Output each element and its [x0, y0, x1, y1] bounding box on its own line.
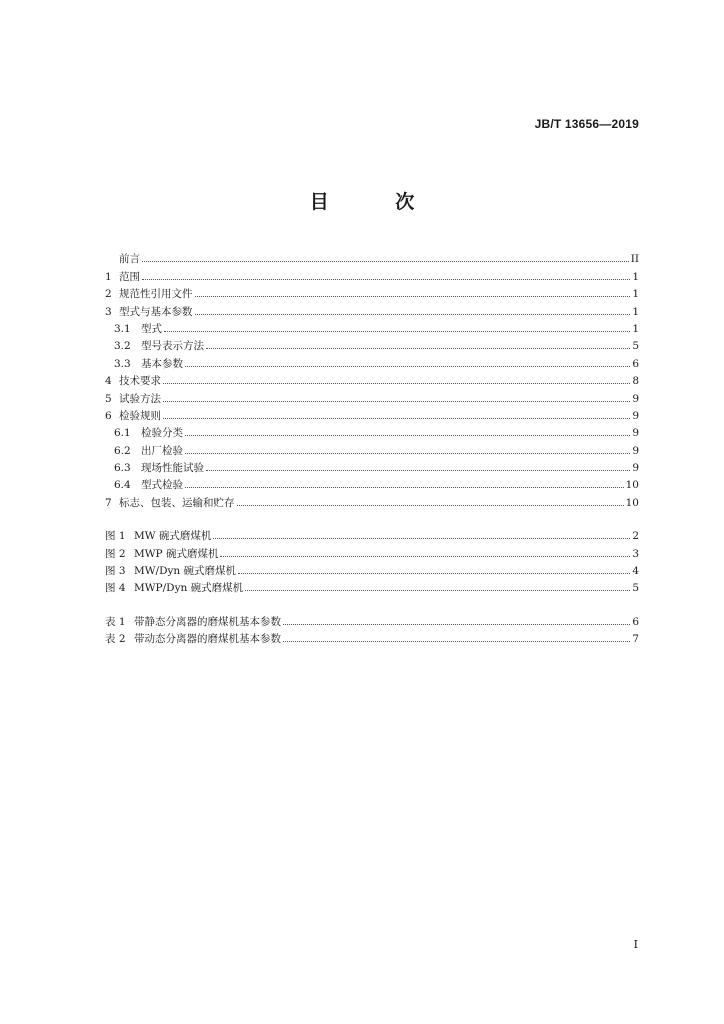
dot-leader — [220, 556, 630, 557]
dot-leader — [185, 487, 624, 488]
toc-entry-number: 5 — [105, 392, 112, 405]
toc-entry[interactable] — [105, 491, 639, 508]
toc-entry-page: 9 — [632, 427, 639, 440]
toc-entry-number: 6 — [105, 409, 112, 422]
dot-leader — [206, 348, 630, 349]
toc-entry-number: 图 4 — [105, 582, 126, 595]
toc-entry-label: MW/Dyn 碗式磨煤机 — [134, 565, 237, 578]
toc-entry[interactable] — [105, 283, 639, 300]
toc-entry-page: 6 — [632, 357, 639, 370]
toc-entry-label: 试验方法 — [119, 392, 161, 405]
dot-leader — [195, 314, 631, 315]
toc-entry-page: 9 — [632, 444, 639, 457]
toc-entry-label: 检验规则 — [119, 409, 161, 422]
dot-leader — [142, 261, 629, 262]
toc-entry[interactable] — [105, 560, 639, 577]
toc-entry-number: 3.1 — [114, 322, 131, 335]
toc-entry-number: 4 — [105, 375, 112, 388]
dot-leader — [164, 331, 630, 332]
toc-entry-label: 范围 — [119, 270, 140, 283]
dot-leader — [185, 435, 630, 436]
toc-entry[interactable] — [105, 457, 639, 474]
toc-entry[interactable] — [105, 370, 639, 387]
toc-entry-number: 3.2 — [114, 340, 131, 353]
toc-entry[interactable] — [105, 439, 639, 456]
toc-entry[interactable] — [105, 474, 639, 491]
toc-entry-number: 1 — [105, 270, 112, 283]
toc-entry[interactable] — [105, 422, 639, 439]
toc-entry-label: 出厂检验 — [141, 444, 183, 457]
toc-entry-label: 基本参数 — [141, 357, 183, 370]
toc-entry[interactable] — [105, 335, 639, 352]
toc-entry-page: 9 — [632, 409, 639, 422]
toc-spacer — [105, 594, 639, 610]
toc-entry[interactable] — [105, 405, 639, 422]
dot-leader — [283, 641, 630, 642]
dot-leader — [185, 453, 630, 454]
toc-entry-number: 6.2 — [114, 444, 131, 457]
toc-entry-label: 型式 — [141, 322, 162, 335]
toc-entry-label: 型式与基本参数 — [119, 305, 193, 318]
page-title: 目 次 — [309, 191, 445, 213]
standard-code: JB/T 13656—2019 — [534, 117, 639, 131]
toc-entry-label: 带动态分离器的磨煤机基本参数 — [134, 633, 281, 646]
toc-entry[interactable] — [105, 265, 639, 282]
toc-entry[interactable] — [105, 542, 639, 559]
dot-leader — [142, 279, 630, 280]
dot-leader — [163, 383, 630, 384]
toc-entry-number: 7 — [105, 496, 112, 509]
toc-entry-label: MW 碗式磨煤机 — [134, 530, 212, 543]
toc-entry-number: 2 — [105, 288, 112, 301]
toc-entry-label: 带静态分离器的磨煤机基本参数 — [134, 615, 281, 628]
toc-entry-page: 8 — [632, 375, 639, 388]
toc-entry-page: 1 — [632, 305, 639, 318]
toc-entry-label: 型号表示方法 — [141, 340, 204, 353]
toc-sections — [105, 248, 639, 509]
toc-entry-label: 型式检验 — [141, 479, 183, 492]
toc-entry[interactable] — [105, 577, 639, 594]
toc-entry-label: MWP 碗式磨煤机 — [134, 547, 219, 560]
toc-entry[interactable] — [105, 318, 639, 335]
toc-entry-page: 5 — [632, 582, 639, 595]
dot-leader — [245, 590, 630, 591]
toc-entry-number: 6.4 — [114, 479, 131, 492]
toc-entry[interactable] — [105, 610, 639, 627]
toc-entry-page: 9 — [632, 462, 639, 475]
dot-leader — [213, 538, 630, 539]
toc-entry-page: 6 — [632, 615, 639, 628]
toc-entry-page: 4 — [632, 565, 639, 578]
toc-entry-page: 1 — [632, 270, 639, 283]
toc-entry-label: 技术要求 — [119, 375, 161, 388]
toc-entry-page: 1 — [632, 288, 639, 301]
toc-entry-number: 3.3 — [114, 357, 131, 370]
toc-entry-label: 现场性能试验 — [141, 462, 204, 475]
toc-entry-page: 9 — [632, 392, 639, 405]
dot-leader — [163, 418, 630, 419]
toc-entry-page: 1 — [632, 322, 639, 335]
toc-entry[interactable] — [105, 525, 639, 542]
toc-entry-page: II — [630, 253, 639, 266]
dot-leader — [238, 573, 630, 574]
toc-entry-label: MWP/Dyn 碗式磨煤机 — [134, 582, 244, 595]
toc-entry[interactable] — [105, 248, 639, 265]
toc-entry-number: 图 1 — [105, 530, 126, 543]
page-number: I — [633, 938, 638, 951]
toc-entry-page: 10 — [625, 479, 639, 492]
toc-entry-number: 表 1 — [105, 615, 126, 628]
dot-leader — [283, 624, 630, 625]
dot-leader — [185, 366, 630, 367]
toc-entry[interactable] — [105, 352, 639, 369]
toc-entry-number: 6.3 — [114, 462, 131, 475]
toc-entry-number: 表 2 — [105, 633, 126, 646]
dot-leader — [195, 296, 631, 297]
toc-entry-page: 5 — [632, 340, 639, 353]
toc-spacer — [105, 509, 639, 525]
table-of-contents — [105, 248, 639, 645]
toc-entry-number: 图 2 — [105, 547, 126, 560]
toc-entry-page: 2 — [632, 530, 639, 543]
toc-entry[interactable] — [105, 628, 639, 645]
dot-leader — [237, 505, 624, 506]
toc-entry-page: 10 — [625, 496, 639, 509]
toc-entry-page: 3 — [632, 547, 639, 560]
toc-entry-page: 7 — [632, 633, 639, 646]
dot-leader — [206, 470, 630, 471]
toc-entry-label: 规范性引用文件 — [119, 288, 193, 301]
toc-entry-number: 3 — [105, 305, 112, 318]
toc-entry-number: 6.1 — [114, 427, 131, 440]
toc-entry-label: 标志、包装、运输和贮存 — [119, 496, 235, 509]
dot-leader — [163, 401, 630, 402]
toc-entry-label: 检验分类 — [141, 427, 183, 440]
toc-entry[interactable] — [105, 300, 639, 317]
toc-entry-label: 前言 — [119, 253, 140, 266]
toc-tables — [105, 610, 639, 645]
toc-entry[interactable] — [105, 387, 639, 404]
toc-figures — [105, 525, 639, 595]
toc-entry-number: 图 3 — [105, 565, 126, 578]
